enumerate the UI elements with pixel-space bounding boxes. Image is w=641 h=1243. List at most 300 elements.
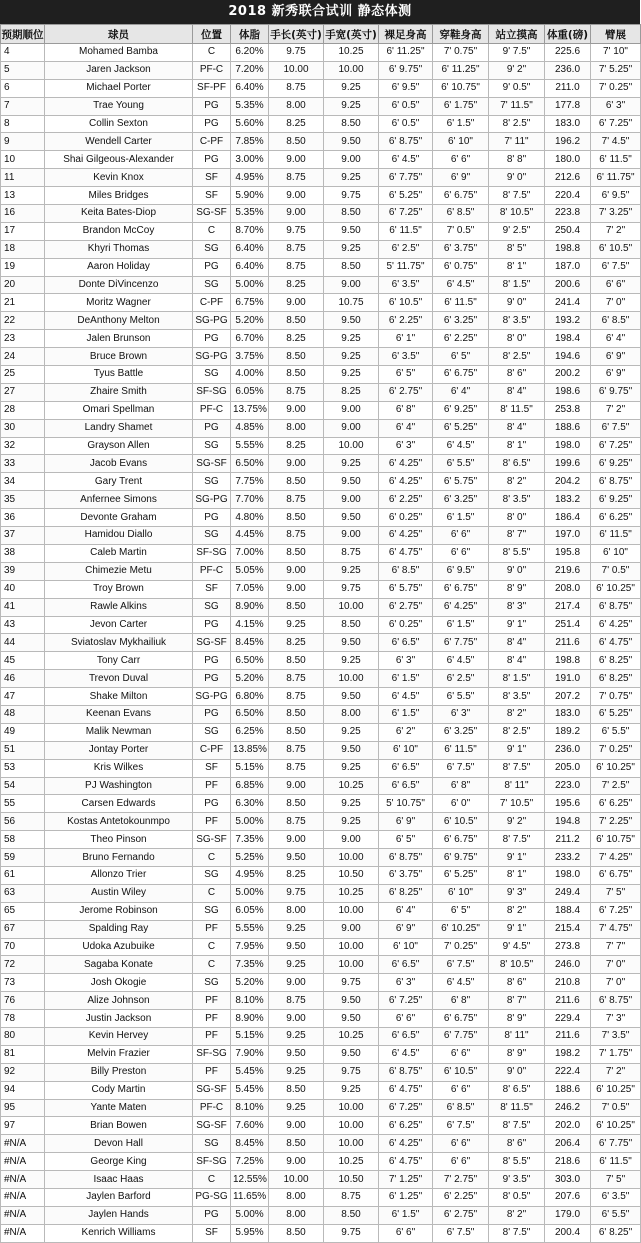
table-row[interactable] <box>1 616 641 634</box>
draft-rank-cell: 4 <box>1 44 45 62</box>
draft-rank-cell: 37 <box>1 527 45 545</box>
position-cell: PF <box>193 920 231 938</box>
draft-rank-cell: 94 <box>1 1081 45 1099</box>
table-row[interactable] <box>1 1224 641 1242</box>
height-shoes-cell: 6' 3.75" <box>433 240 489 258</box>
header-weight[interactable]: 体重(磅) <box>545 25 591 44</box>
hand-width-cell: 9.75 <box>324 974 379 992</box>
player-name-cell: Bruno Fernando <box>45 849 193 867</box>
draft-rank-cell: 45 <box>1 652 45 670</box>
height-shoes-cell: 6' 10" <box>433 133 489 151</box>
player-name-cell: Josh Okogie <box>45 974 193 992</box>
draft-rank-cell: 36 <box>1 509 45 527</box>
table-row[interactable] <box>1 705 641 723</box>
table-row[interactable] <box>1 1171 641 1189</box>
height-shoes-cell: 7' 0.5" <box>433 222 489 240</box>
position-cell: PG-SG <box>193 1189 231 1207</box>
standing-reach-cell: 8' 10.5" <box>489 205 545 223</box>
hand-width-cell: 10.00 <box>324 598 379 616</box>
header-height-shoes[interactable]: 穿鞋身高 <box>433 25 489 44</box>
table-row[interactable] <box>1 813 641 831</box>
table-row[interactable] <box>1 187 641 205</box>
player-name-cell: Michael Porter <box>45 79 193 97</box>
height-shoes-cell: 6' 5.5" <box>433 688 489 706</box>
wingspan-cell: 6' 7.5" <box>591 419 641 437</box>
header-standing-reach[interactable]: 站立摸高 <box>489 25 545 44</box>
draft-rank-cell: 8 <box>1 115 45 133</box>
wingspan-cell: 6' 9.5" <box>591 187 641 205</box>
position-cell: SG <box>193 527 231 545</box>
player-name-cell: Troy Brown <box>45 580 193 598</box>
table-row[interactable] <box>1 1189 641 1207</box>
table-row[interactable] <box>1 473 641 491</box>
draft-rank-cell: 92 <box>1 1063 45 1081</box>
player-name-cell: Malik Newman <box>45 723 193 741</box>
hand-length-cell: 8.00 <box>269 1189 324 1207</box>
header-draft-rank[interactable]: 预期顺位 <box>1 25 45 44</box>
hand-length-cell: 9.25 <box>269 1063 324 1081</box>
table-row[interactable] <box>1 956 641 974</box>
hand-length-cell: 9.00 <box>269 187 324 205</box>
hand-width-cell: 9.50 <box>324 222 379 240</box>
position-cell: C-PF <box>193 294 231 312</box>
player-name-cell: Kevin Hervey <box>45 1027 193 1045</box>
position-cell: SG-SF <box>193 1081 231 1099</box>
table-row[interactable] <box>1 419 641 437</box>
wingspan-cell: 7' 3" <box>591 1010 641 1028</box>
hand-width-cell: 9.00 <box>324 491 379 509</box>
position-cell: SF <box>193 759 231 777</box>
hand-width-cell: 9.50 <box>324 312 379 330</box>
table-row[interactable] <box>1 97 641 115</box>
table-row[interactable] <box>1 133 641 151</box>
table-row[interactable] <box>1 598 641 616</box>
height-barefoot-cell: 6' 8.75" <box>379 133 433 151</box>
height-shoes-cell: 6' 7.5" <box>433 1224 489 1242</box>
position-cell: SG-SF <box>193 455 231 473</box>
table-row[interactable] <box>1 222 641 240</box>
height-barefoot-cell: 6' 10" <box>379 741 433 759</box>
table-row[interactable] <box>1 670 641 688</box>
position-cell: PG <box>193 509 231 527</box>
wingspan-cell: 6' 3" <box>591 97 641 115</box>
table-row[interactable] <box>1 258 641 276</box>
table-row[interactable] <box>1 580 641 598</box>
hand-width-cell: 10.00 <box>324 938 379 956</box>
standing-reach-cell: 8' 9" <box>489 1010 545 1028</box>
height-barefoot-cell: 6' 11.25" <box>379 44 433 62</box>
wingspan-cell: 6' 7.25" <box>591 902 641 920</box>
hand-length-cell: 8.50 <box>269 544 324 562</box>
player-name-cell: Devonte Graham <box>45 509 193 527</box>
table-row[interactable] <box>1 974 641 992</box>
body-fat-cell: 8.90% <box>231 598 269 616</box>
hand-width-cell: 9.25 <box>324 759 379 777</box>
table-row[interactable] <box>1 348 641 366</box>
weight-cell: 183.0 <box>545 705 591 723</box>
hand-length-cell: 9.00 <box>269 455 324 473</box>
draft-rank-cell: 6 <box>1 79 45 97</box>
table-row[interactable] <box>1 849 641 867</box>
weight-cell: 194.8 <box>545 813 591 831</box>
table-row[interactable] <box>1 688 641 706</box>
hand-width-cell: 8.25 <box>324 383 379 401</box>
hand-width-cell: 9.00 <box>324 527 379 545</box>
hand-length-cell: 9.50 <box>269 849 324 867</box>
hand-length-cell: 8.25 <box>269 276 324 294</box>
player-name-cell: Jerome Robinson <box>45 902 193 920</box>
hand-width-cell: 9.25 <box>324 79 379 97</box>
height-barefoot-cell: 6' 4" <box>379 902 433 920</box>
height-shoes-cell: 6' 7.5" <box>433 956 489 974</box>
hand-length-cell: 9.50 <box>269 1045 324 1063</box>
body-fat-cell: 5.20% <box>231 974 269 992</box>
standing-reach-cell: 8' 2.5" <box>489 348 545 366</box>
hand-width-cell: 8.50 <box>324 258 379 276</box>
height-shoes-cell: 6' 7.5" <box>433 1117 489 1135</box>
draft-rank-cell: 16 <box>1 205 45 223</box>
table-row[interactable] <box>1 992 641 1010</box>
draft-rank-cell: 56 <box>1 813 45 831</box>
table-row[interactable] <box>1 312 641 330</box>
position-cell: PF <box>193 813 231 831</box>
body-fat-cell: 4.00% <box>231 366 269 384</box>
height-shoes-cell: 6' 10" <box>433 884 489 902</box>
table-row[interactable] <box>1 884 641 902</box>
table-row[interactable] <box>1 1099 641 1117</box>
wingspan-cell: 7' 2" <box>591 222 641 240</box>
table-row[interactable] <box>1 330 641 348</box>
table-row[interactable] <box>1 401 641 419</box>
height-barefoot-cell: 7' 1.25" <box>379 1171 433 1189</box>
wingspan-cell: 6' 8.75" <box>591 992 641 1010</box>
wingspan-cell: 7' 0.25" <box>591 79 641 97</box>
table-row[interactable] <box>1 1063 641 1081</box>
table-row[interactable] <box>1 1045 641 1063</box>
table-row[interactable] <box>1 723 641 741</box>
hand-length-cell: 9.00 <box>269 401 324 419</box>
table-row[interactable] <box>1 294 641 312</box>
draft-rank-cell: #N/A <box>1 1206 45 1224</box>
table-row[interactable] <box>1 79 641 97</box>
header-body-fat[interactable]: 体脂 <box>231 25 269 44</box>
hand-length-cell: 9.00 <box>269 151 324 169</box>
height-shoes-cell: 6' 7.5" <box>433 759 489 777</box>
weight-cell: 222.4 <box>545 1063 591 1081</box>
weight-cell: 236.0 <box>545 741 591 759</box>
table-row[interactable] <box>1 938 641 956</box>
position-cell: PG <box>193 258 231 276</box>
weight-cell: 246.0 <box>545 956 591 974</box>
height-shoes-cell: 6' 6.75" <box>433 366 489 384</box>
height-barefoot-cell: 6' 3" <box>379 437 433 455</box>
height-barefoot-cell: 6' 10" <box>379 938 433 956</box>
weight-cell: 198.8 <box>545 240 591 258</box>
body-fat-cell: 5.05% <box>231 562 269 580</box>
table-row[interactable] <box>1 383 641 401</box>
player-name-cell: Jalen Brunson <box>45 330 193 348</box>
table-row[interactable] <box>1 634 641 652</box>
player-name-cell: Jaylen Hands <box>45 1206 193 1224</box>
header-hand-length[interactable]: 手长(英寸) <box>269 25 324 44</box>
height-shoes-cell: 7' 0.75" <box>433 44 489 62</box>
table-row[interactable] <box>1 1135 641 1153</box>
table-row[interactable] <box>1 437 641 455</box>
player-name-cell: Omari Spellman <box>45 401 193 419</box>
draft-rank-cell: 34 <box>1 473 45 491</box>
table-row[interactable] <box>1 44 641 62</box>
header-player[interactable]: 球员 <box>45 25 193 44</box>
hand-width-cell: 9.25 <box>324 330 379 348</box>
table-row[interactable] <box>1 1081 641 1099</box>
height-shoes-cell: 6' 8.5" <box>433 1099 489 1117</box>
table-row[interactable] <box>1 169 641 187</box>
table-row[interactable] <box>1 831 641 849</box>
body-fat-cell: 4.80% <box>231 509 269 527</box>
draft-rank-cell: 73 <box>1 974 45 992</box>
table-row[interactable] <box>1 777 641 795</box>
position-cell: PF <box>193 1010 231 1028</box>
wingspan-cell: 7' 4.5" <box>591 133 641 151</box>
player-name-cell: Keita Bates-Diop <box>45 205 193 223</box>
table-row[interactable] <box>1 920 641 938</box>
weight-cell: 212.6 <box>545 169 591 187</box>
height-shoes-cell: 6' 9.5" <box>433 562 489 580</box>
draft-rank-cell: 9 <box>1 133 45 151</box>
draft-rank-cell: 59 <box>1 849 45 867</box>
header-hand-width[interactable]: 手宽(英寸) <box>324 25 379 44</box>
standing-reach-cell: 8' 7.5" <box>489 759 545 777</box>
standing-reach-cell: 8' 5.5" <box>489 544 545 562</box>
height-shoes-cell: 6' 2.25" <box>433 330 489 348</box>
player-name-cell: Grayson Allen <box>45 437 193 455</box>
header-position[interactable]: 位置 <box>193 25 231 44</box>
standing-reach-cell: 8' 7.5" <box>489 187 545 205</box>
hand-width-cell: 10.00 <box>324 849 379 867</box>
wingspan-cell: 6' 7.25" <box>591 437 641 455</box>
hand-length-cell: 8.75 <box>269 992 324 1010</box>
standing-reach-cell: 9' 2" <box>489 61 545 79</box>
wingspan-cell: 7' 5.25" <box>591 61 641 79</box>
hand-length-cell: 8.50 <box>269 705 324 723</box>
weight-cell: 207.6 <box>545 1189 591 1207</box>
weight-cell: 217.4 <box>545 598 591 616</box>
draft-rank-cell: 23 <box>1 330 45 348</box>
standing-reach-cell: 8' 6" <box>489 366 545 384</box>
hand-width-cell: 10.50 <box>324 866 379 884</box>
table-row[interactable] <box>1 652 641 670</box>
height-shoes-cell: 6' 5" <box>433 348 489 366</box>
height-shoes-cell: 6' 4.5" <box>433 652 489 670</box>
height-shoes-cell: 6' 11.25" <box>433 61 489 79</box>
height-shoes-cell: 6' 6" <box>433 151 489 169</box>
body-fat-cell: 8.10% <box>231 1099 269 1117</box>
body-fat-cell: 5.15% <box>231 759 269 777</box>
body-fat-cell: 6.50% <box>231 652 269 670</box>
standing-reach-cell: 8' 5" <box>489 240 545 258</box>
body-fat-cell: 13.85% <box>231 741 269 759</box>
table-row[interactable] <box>1 902 641 920</box>
weight-cell: 187.0 <box>545 258 591 276</box>
table-row[interactable] <box>1 1153 641 1171</box>
position-cell: SG-PG <box>193 688 231 706</box>
height-barefoot-cell: 6' 2" <box>379 723 433 741</box>
standing-reach-cell: 8' 8" <box>489 151 545 169</box>
player-name-cell: Carsen Edwards <box>45 795 193 813</box>
body-fat-cell: 7.05% <box>231 580 269 598</box>
height-shoes-cell: 7' 0.25" <box>433 938 489 956</box>
standing-reach-cell: 8' 7.5" <box>489 831 545 849</box>
table-row[interactable] <box>1 240 641 258</box>
table-row[interactable] <box>1 866 641 884</box>
player-name-cell: Spalding Ray <box>45 920 193 938</box>
height-barefoot-cell: 6' 5" <box>379 366 433 384</box>
wingspan-cell: 6' 8.75" <box>591 598 641 616</box>
position-cell: SG-SF <box>193 1117 231 1135</box>
table-row[interactable] <box>1 455 641 473</box>
height-shoes-cell: 6' 6" <box>433 544 489 562</box>
table-row[interactable] <box>1 1027 641 1045</box>
hand-length-cell: 8.50 <box>269 1224 324 1242</box>
draft-rank-cell: 39 <box>1 562 45 580</box>
height-barefoot-cell: 6' 0.5" <box>379 115 433 133</box>
height-barefoot-cell: 6' 4.75" <box>379 1081 433 1099</box>
table-row[interactable] <box>1 115 641 133</box>
hand-width-cell: 10.25 <box>324 777 379 795</box>
hand-width-cell: 9.25 <box>324 169 379 187</box>
draft-rank-cell: 65 <box>1 902 45 920</box>
position-cell: PG <box>193 330 231 348</box>
table-row[interactable] <box>1 527 641 545</box>
table-row[interactable] <box>1 1206 641 1224</box>
draft-rank-cell: 38 <box>1 544 45 562</box>
body-fat-cell: 6.75% <box>231 294 269 312</box>
wingspan-cell: 6' 3.5" <box>591 1189 641 1207</box>
draft-rank-cell: 46 <box>1 670 45 688</box>
weight-cell: 233.2 <box>545 849 591 867</box>
wingspan-cell: 6' 11.75" <box>591 169 641 187</box>
player-name-cell: Austin Wiley <box>45 884 193 902</box>
hand-width-cell: 9.50 <box>324 688 379 706</box>
draft-rank-cell: #N/A <box>1 1224 45 1242</box>
hand-length-cell: 9.25 <box>269 956 324 974</box>
height-shoes-cell: 6' 1.75" <box>433 97 489 115</box>
height-shoes-cell: 6' 1.5" <box>433 616 489 634</box>
table-row[interactable] <box>1 741 641 759</box>
header-wingspan[interactable]: 臂展 <box>591 25 641 44</box>
position-cell: SG <box>193 866 231 884</box>
draft-rank-cell: 19 <box>1 258 45 276</box>
body-fat-cell: 7.20% <box>231 61 269 79</box>
wingspan-cell: 7' 0" <box>591 956 641 974</box>
table-row[interactable] <box>1 276 641 294</box>
standing-reach-cell: 9' 1" <box>489 616 545 634</box>
standing-reach-cell: 9' 3" <box>489 884 545 902</box>
table-row[interactable] <box>1 1117 641 1135</box>
weight-cell: 225.6 <box>545 44 591 62</box>
body-fat-cell: 5.20% <box>231 670 269 688</box>
player-name-cell: Mohamed Bamba <box>45 44 193 62</box>
table-row[interactable] <box>1 562 641 580</box>
wingspan-cell: 6' 6" <box>591 276 641 294</box>
height-shoes-cell: 6' 6.75" <box>433 187 489 205</box>
body-fat-cell: 5.35% <box>231 97 269 115</box>
body-fat-cell: 4.95% <box>231 866 269 884</box>
table-row[interactable] <box>1 509 641 527</box>
wingspan-cell: 6' 9.75" <box>591 383 641 401</box>
height-barefoot-cell: 6' 6.5" <box>379 777 433 795</box>
body-fat-cell: 7.60% <box>231 1117 269 1135</box>
height-shoes-cell: 6' 7.75" <box>433 634 489 652</box>
wingspan-cell: 6' 11.5" <box>591 151 641 169</box>
weight-cell: 303.0 <box>545 1171 591 1189</box>
hand-width-cell: 8.75 <box>324 544 379 562</box>
table-row[interactable] <box>1 491 641 509</box>
wingspan-cell: 6' 8.5" <box>591 312 641 330</box>
weight-cell: 202.0 <box>545 1117 591 1135</box>
table-row[interactable] <box>1 366 641 384</box>
body-fat-cell: 6.20% <box>231 44 269 62</box>
weight-cell: 204.2 <box>545 473 591 491</box>
hand-width-cell: 9.00 <box>324 401 379 419</box>
height-barefoot-cell: 6' 1.25" <box>379 1189 433 1207</box>
position-cell: PG <box>193 616 231 634</box>
hand-length-cell: 8.00 <box>269 1206 324 1224</box>
height-shoes-cell: 6' 6.75" <box>433 831 489 849</box>
table-row[interactable] <box>1 759 641 777</box>
position-cell: C <box>193 44 231 62</box>
table-row[interactable] <box>1 544 641 562</box>
table-row[interactable] <box>1 795 641 813</box>
table-row[interactable] <box>1 151 641 169</box>
height-barefoot-cell: 6' 5.25" <box>379 187 433 205</box>
height-barefoot-cell: 6' 6.5" <box>379 956 433 974</box>
height-shoes-cell: 6' 7.75" <box>433 1027 489 1045</box>
body-fat-cell: 6.40% <box>231 240 269 258</box>
height-barefoot-cell: 6' 3.5" <box>379 348 433 366</box>
table-row[interactable] <box>1 1010 641 1028</box>
height-barefoot-cell: 6' 4.25" <box>379 527 433 545</box>
position-cell: PF-C <box>193 1099 231 1117</box>
hand-length-cell: 8.25 <box>269 115 324 133</box>
weight-cell: 183.0 <box>545 115 591 133</box>
height-barefoot-cell: 6' 6.5" <box>379 1027 433 1045</box>
standing-reach-cell: 8' 9" <box>489 580 545 598</box>
table-row[interactable] <box>1 61 641 79</box>
body-fat-cell: 6.40% <box>231 79 269 97</box>
table-row[interactable] <box>1 205 641 223</box>
wingspan-cell: 7' 0.25" <box>591 741 641 759</box>
standing-reach-cell: 8' 2.5" <box>489 115 545 133</box>
hand-length-cell: 8.25 <box>269 437 324 455</box>
draft-rank-cell: 22 <box>1 312 45 330</box>
draft-rank-cell: 28 <box>1 401 45 419</box>
position-cell: SG <box>193 473 231 491</box>
draft-rank-cell: 97 <box>1 1117 45 1135</box>
player-name-cell: Hamidou Diallo <box>45 527 193 545</box>
body-fat-cell: 8.10% <box>231 992 269 1010</box>
hand-length-cell: 8.75 <box>269 527 324 545</box>
weight-cell: 200.2 <box>545 366 591 384</box>
weight-cell: 210.8 <box>545 974 591 992</box>
header-height-barefoot[interactable]: 裸足身高 <box>379 25 433 44</box>
weight-cell: 249.4 <box>545 884 591 902</box>
position-cell: SF <box>193 580 231 598</box>
hand-length-cell: 8.75 <box>269 491 324 509</box>
weight-cell: 251.4 <box>545 616 591 634</box>
height-shoes-cell: 6' 11.5" <box>433 294 489 312</box>
body-fat-cell: 7.85% <box>231 133 269 151</box>
